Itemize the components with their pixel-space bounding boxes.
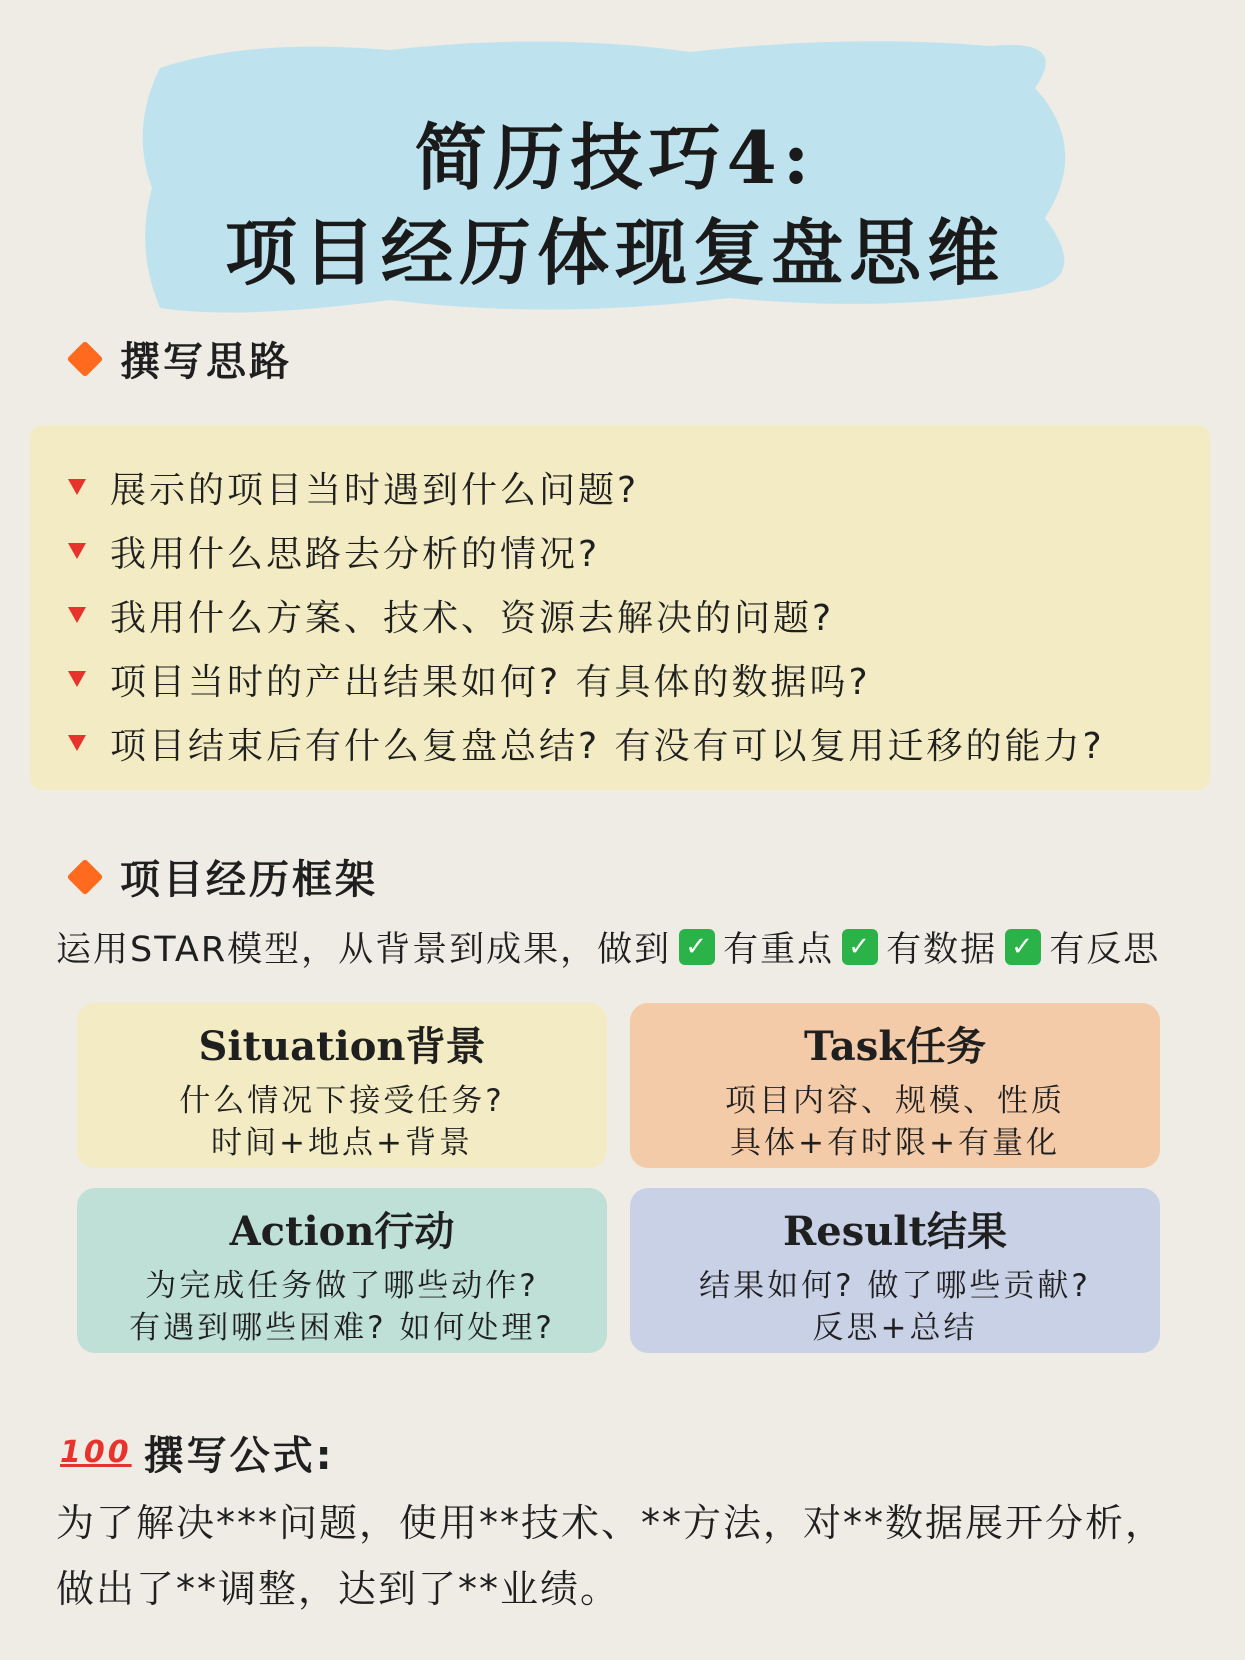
check-mark-icon: ✓ xyxy=(842,929,878,965)
card-line: 结果如何? 做了哪些贡献? xyxy=(699,1268,1091,1304)
formula-heading xyxy=(60,1424,335,1481)
red-triangle-bullet-icon xyxy=(68,479,86,495)
card-title: Situation背景 xyxy=(198,1023,486,1070)
card-line: 有遇到哪些困难? 如何处理? xyxy=(129,1310,555,1346)
red-triangle-bullet-icon xyxy=(68,671,86,687)
list-item xyxy=(68,519,1105,583)
star-card-task xyxy=(630,1003,1160,1168)
list-item-text: 我用什么思路去分析的情况? xyxy=(110,533,601,575)
card-line: 具体+有时限+有量化 xyxy=(730,1125,1060,1161)
card-title: Task任务 xyxy=(803,1023,987,1070)
formula-heading-text: 撰写公式: xyxy=(143,1433,335,1479)
orange-diamond-icon xyxy=(67,858,104,895)
list-item-text: 展示的项目当时遇到什么问题? xyxy=(110,469,640,511)
list-item-text: 我用什么方案、技术、资源去解决的问题? xyxy=(110,597,835,639)
section-heading-project-framework xyxy=(60,848,378,905)
card-line: 项目内容、规模、性质 xyxy=(725,1083,1065,1119)
hundred-points-icon: 100 xyxy=(60,1435,132,1470)
list-item xyxy=(68,455,1105,519)
card-title: Result结果 xyxy=(783,1208,1007,1255)
list-item xyxy=(68,711,1105,775)
formula-text: 为了解决***问题，使用**技术、**方法，对**数据展开分析，做出了**调整，达到了**业绩。 xyxy=(56,1501,1166,1611)
card-line: 什么情况下接受任务? xyxy=(179,1083,505,1119)
orange-diamond-icon xyxy=(67,340,104,377)
check-label: 有数据 xyxy=(886,930,998,970)
red-triangle-bullet-icon xyxy=(68,543,86,559)
card-line: 反思+总结 xyxy=(812,1310,978,1346)
page-title-line-2: 项目经历体现复盘思维 xyxy=(224,210,1005,295)
page-title-line-1: 简历技巧4: xyxy=(414,115,816,200)
check-label: 有重点 xyxy=(723,930,835,970)
card-title: Action行动 xyxy=(229,1208,455,1255)
check-label: 有反思 xyxy=(1049,930,1161,970)
list-item-text: 项目结束后有什么复盘总结? 有没有可以复用迁移的能力? xyxy=(110,725,1105,767)
star-intro-text: 运用STAR模型，从背景到成果，做到 xyxy=(56,930,672,970)
card-line: 为完成任务做了哪些动作? xyxy=(145,1268,539,1304)
section-heading-text: 撰写思路 xyxy=(120,339,292,385)
star-card-action xyxy=(77,1188,607,1353)
list-item xyxy=(68,583,1105,647)
star-card-situation xyxy=(77,1003,607,1168)
red-triangle-bullet-icon xyxy=(68,607,86,623)
check-mark-icon: ✓ xyxy=(679,929,715,965)
list-item-text: 项目当时的产出结果如何? 有具体的数据吗? xyxy=(110,661,871,703)
check-mark-icon: ✓ xyxy=(1005,929,1041,965)
writing-ideas-list xyxy=(68,455,1105,775)
card-line: 时间+地点+背景 xyxy=(211,1125,473,1161)
red-triangle-bullet-icon xyxy=(68,735,86,751)
section-heading-text: 项目经历框架 xyxy=(120,857,378,903)
list-item xyxy=(68,647,1105,711)
star-intro xyxy=(56,922,1160,972)
star-card-result xyxy=(630,1188,1160,1353)
section-heading-writing-ideas xyxy=(60,330,292,387)
